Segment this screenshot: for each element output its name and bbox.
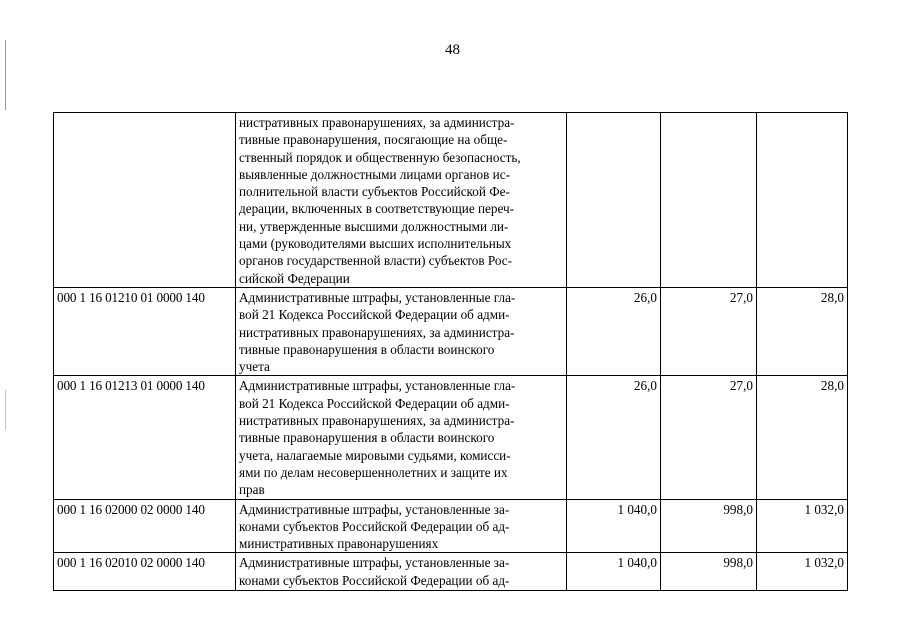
- name-line: Административные штрафы, установленные за-: [239, 501, 510, 517]
- table-row: [54, 499, 848, 553]
- name-line: сийской Федерации: [239, 270, 350, 286]
- revenue-name-cell: [236, 113, 567, 288]
- name-line: цами (руководителями высших исполнительных: [239, 236, 512, 252]
- name-line: выявленные должностными лицами органов ис-: [239, 166, 510, 182]
- value-cell-year-1: [567, 113, 661, 288]
- value-cell-year-3: 1 032,0: [757, 499, 848, 553]
- value-cell-year-3: [757, 113, 848, 288]
- value-cell-year-2: 27,0: [661, 376, 757, 499]
- name-line: органов государственной власти) субъектов Рос-: [239, 253, 513, 269]
- name-line: тивные правонарушения в области воинского: [239, 430, 495, 446]
- value-cell-year-1: 26,0: [567, 287, 661, 375]
- revenue-name-cell: [236, 287, 567, 375]
- kbk-code-cell: 000 1 16 01210 01 0000 140: [54, 287, 236, 375]
- table-row: [54, 287, 848, 375]
- name-line: нистративных правонарушениях, за администра-: [239, 115, 515, 130]
- revenue-name-cell: [236, 499, 567, 553]
- table-row: [54, 553, 848, 591]
- revenue-name-cell: [236, 376, 567, 499]
- value-cell-year-3: 28,0: [757, 376, 848, 499]
- name-line: ственный порядок и общественную безопасность,: [239, 149, 521, 165]
- name-line: вой 21 Кодекса Российской Федерации об адми-: [239, 307, 510, 323]
- name-line-group: [239, 554, 563, 588]
- name-line: ни, утвержденные высшими должностными ли-: [239, 218, 509, 234]
- name-line: Административные штрафы, установленные гла-: [239, 289, 516, 305]
- value-cell-year-2: 998,0: [661, 499, 757, 553]
- name-line: полнительной власти субъектов Российской Фе-: [239, 184, 510, 200]
- kbk-code-cell: 000 1 16 02010 02 0000 140: [54, 553, 236, 591]
- name-line: учета: [239, 359, 270, 375]
- value-cell-year-3: 28,0: [757, 287, 848, 375]
- kbk-code-cell: 000 1 16 01213 01 0000 140: [54, 376, 236, 499]
- value-cell-year-1: 1 040,0: [567, 553, 661, 591]
- name-line: Административные штрафы, установленные гла-: [239, 378, 516, 394]
- value-cell-year-1: 1 040,0: [567, 499, 661, 553]
- name-line: дерации, включенных в соответствующие переч-: [239, 201, 515, 217]
- value-cell-year-2: [661, 113, 757, 288]
- name-line: нистративных правонарушениях, за администра-: [239, 324, 515, 340]
- name-line: ями по делам несовершеннолетних и защите их: [239, 464, 508, 480]
- table-row: [54, 376, 848, 499]
- name-line: тивные правонарушения в области воинского: [239, 341, 495, 357]
- name-line: учета, налагаемые мировыми судьями, комисси-: [239, 447, 511, 463]
- kbk-code-cell: 000 1 16 02000 02 0000 140: [54, 499, 236, 553]
- revenue-table: [53, 112, 848, 591]
- value-cell-year-2: 27,0: [661, 287, 757, 375]
- value-cell-year-2: 998,0: [661, 553, 757, 591]
- name-line: министративных правонарушениях: [239, 536, 439, 552]
- name-line: нистративных правонарушениях, за администра-: [239, 413, 515, 429]
- revenue-name-cell: [236, 553, 567, 591]
- value-cell-year-1: 26,0: [567, 376, 661, 499]
- name-line: Административные штрафы, установленные за-: [239, 555, 510, 571]
- value-cell-year-3: 1 032,0: [757, 553, 848, 591]
- table-row: [54, 113, 848, 288]
- name-line: тивные правонарушения, посягающие на обще-: [239, 132, 508, 148]
- kbk-code-cell: [54, 113, 236, 288]
- page-number: 48: [445, 42, 460, 58]
- page-edge-mark: [5, 390, 6, 430]
- name-line: вой 21 Кодекса Российской Федерации об адми-: [239, 395, 510, 411]
- name-line: конами субъектов Российской Федерации об ад-: [239, 518, 510, 534]
- name-line: прав: [239, 482, 265, 498]
- name-line: конами субъектов Российской Федерации об ад-: [239, 572, 510, 588]
